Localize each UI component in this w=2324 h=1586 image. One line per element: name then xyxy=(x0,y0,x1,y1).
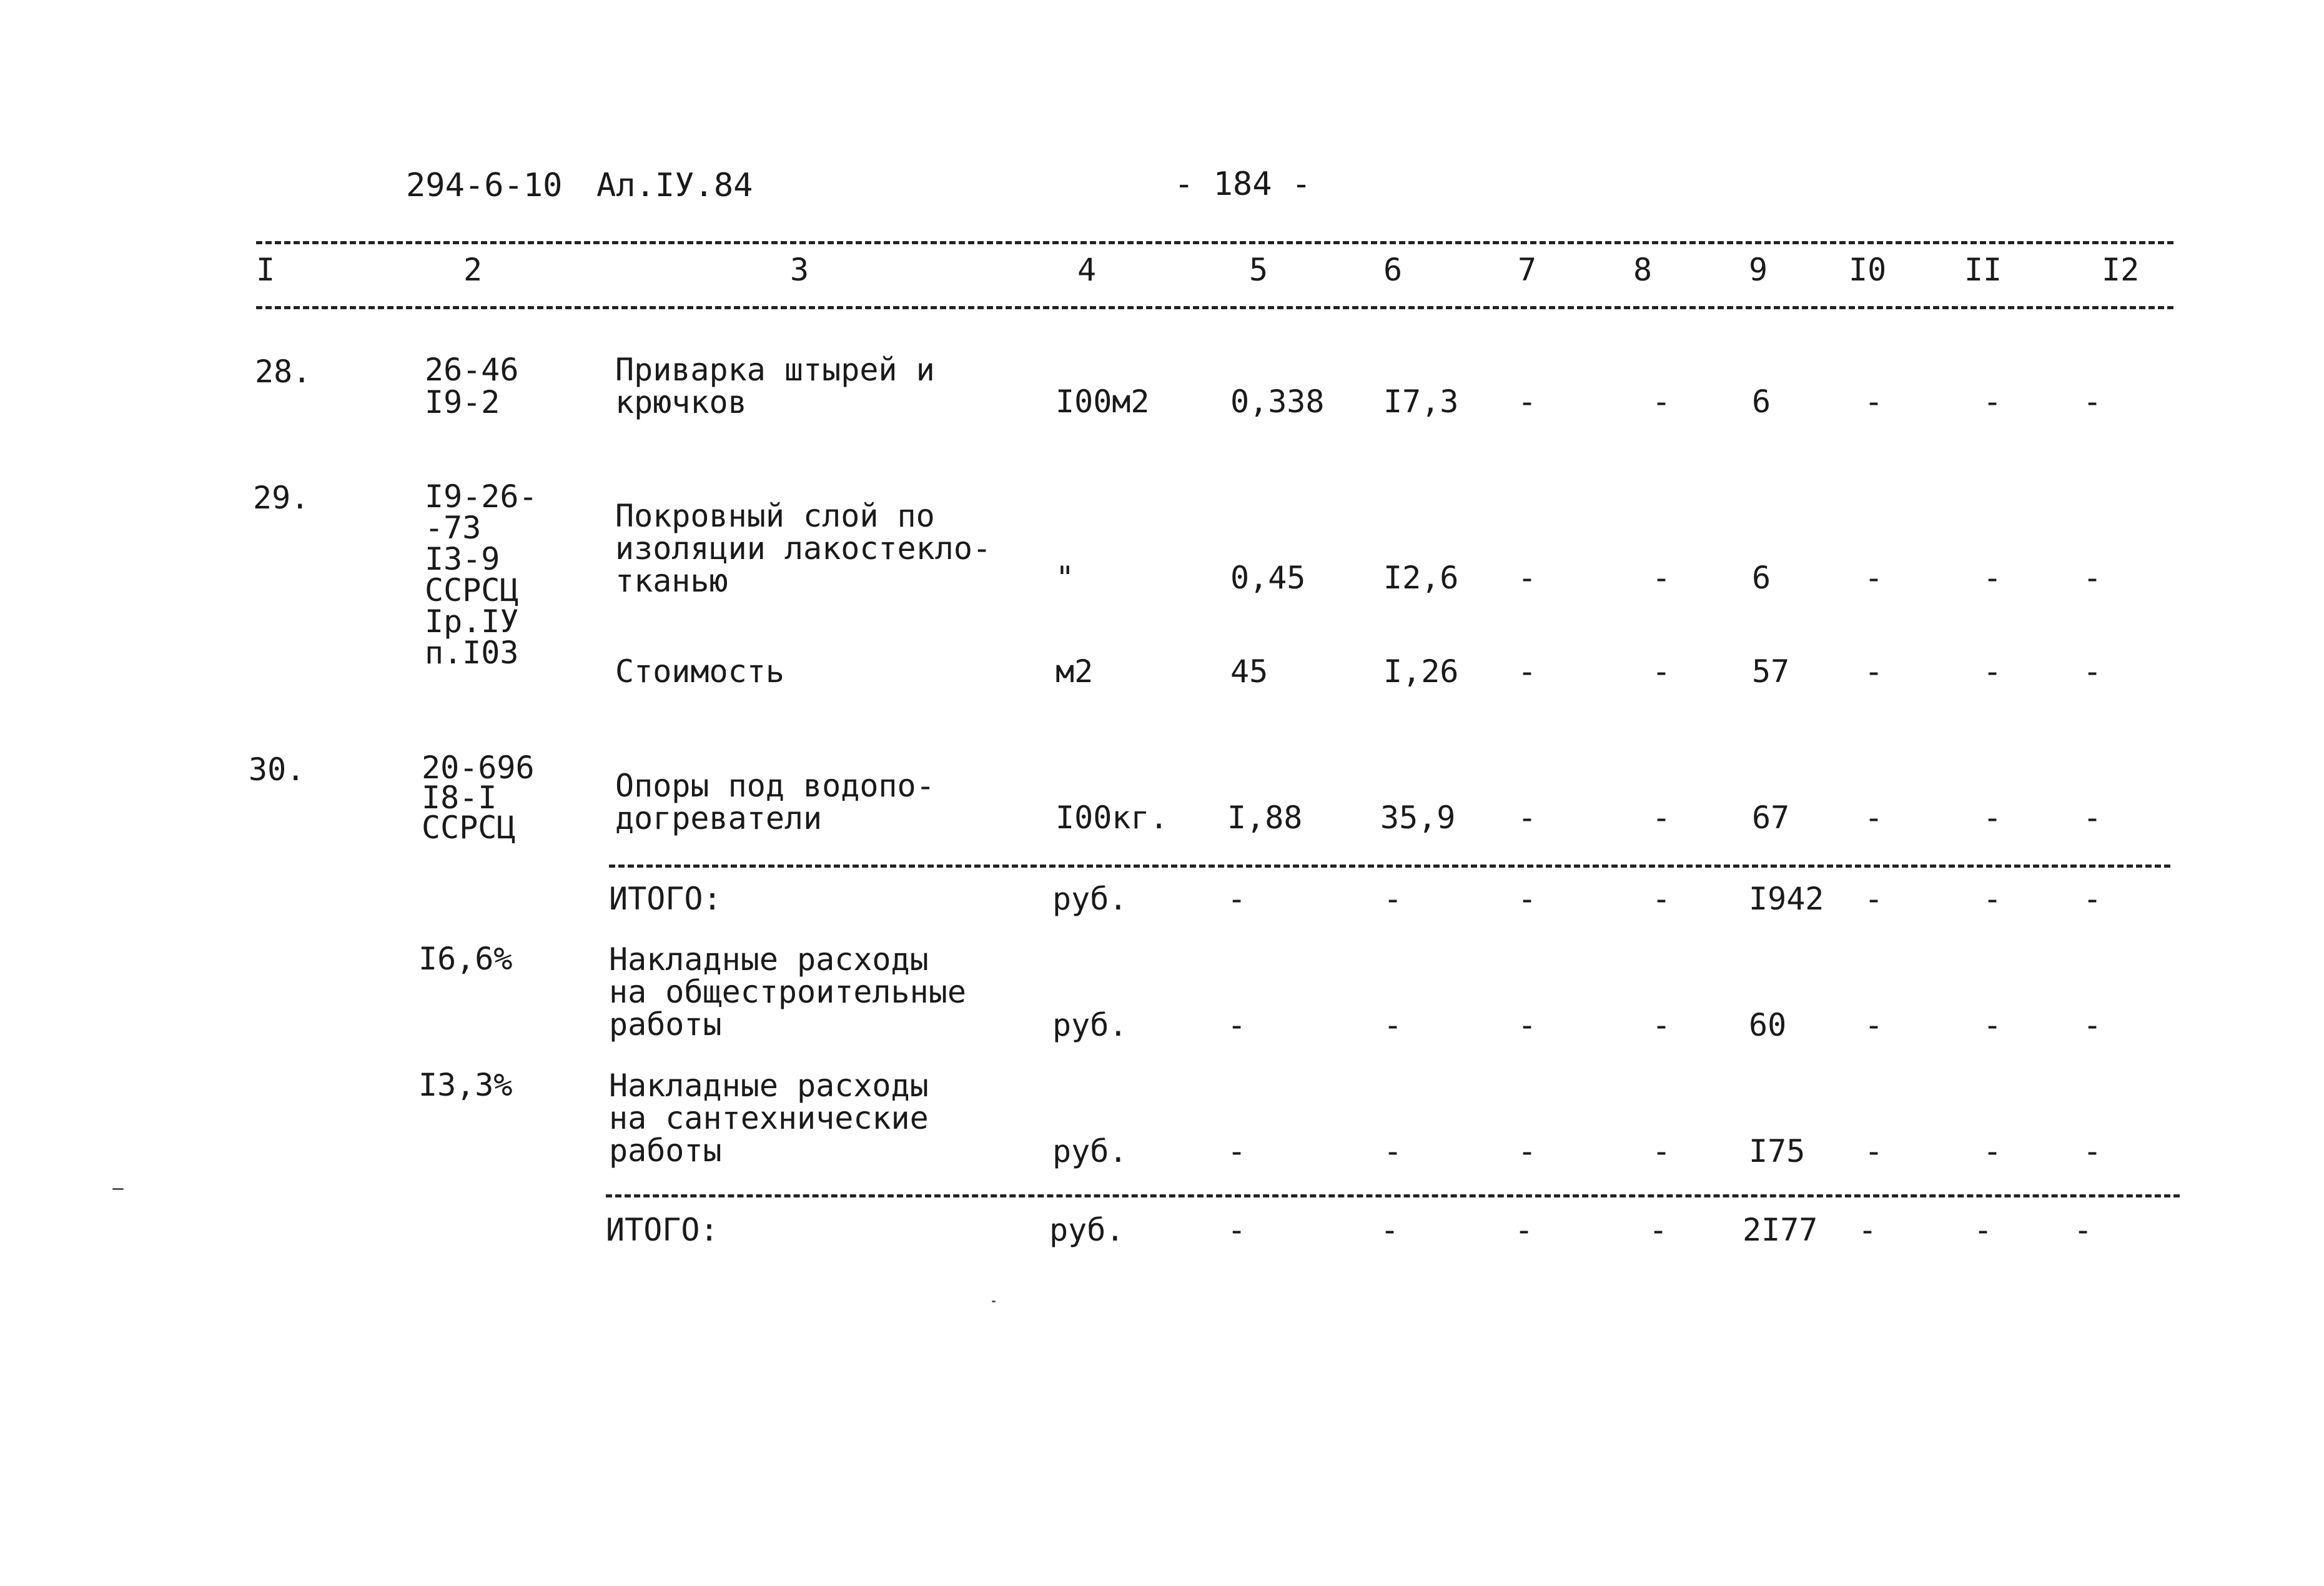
col-7: - xyxy=(1515,1212,1534,1248)
overhead-name: Накладные расходы на сантехнические работы xyxy=(609,1068,929,1169)
overhead-name: Накладные расходы на общестроительные работы xyxy=(609,941,966,1043)
col-11: - xyxy=(1983,1007,2002,1043)
col-11: - xyxy=(1983,800,2002,836)
header-bottom-rule xyxy=(256,306,2173,309)
cost: 6 xyxy=(1752,384,1771,420)
row-number: 29. xyxy=(253,480,310,516)
work-name: Покровный слой по изоляции лакостекло- тканью xyxy=(615,498,992,599)
column-header-10: I0 xyxy=(1849,252,1887,288)
col-8: - xyxy=(1652,881,1671,917)
column-header-11: II xyxy=(1964,252,2002,288)
total-cost: 2I77 xyxy=(1743,1212,1818,1248)
col-10: - xyxy=(1864,1133,1884,1169)
col-6: - xyxy=(1383,881,1403,917)
header-top-rule xyxy=(256,241,2173,244)
unit: м2 xyxy=(1056,653,1094,690)
col-11: - xyxy=(1983,384,2002,420)
col-12: - xyxy=(2083,881,2102,917)
overhead-cost: 60 xyxy=(1749,1007,1787,1043)
col-8: - xyxy=(1652,800,1671,836)
col-6: - xyxy=(1380,1212,1400,1248)
work-name: Приварка штырей и крючков xyxy=(615,352,935,420)
unit-price: I2,6 xyxy=(1383,560,1459,596)
column-header-9: 9 xyxy=(1749,252,1768,288)
subtotal-rule xyxy=(609,865,2170,868)
col-10: - xyxy=(1864,1007,1884,1043)
document-code: 294-6-10 xyxy=(406,167,563,204)
col-7: - xyxy=(1518,1007,1537,1043)
column-header-6: 6 xyxy=(1383,252,1403,288)
col-10: - xyxy=(1864,560,1884,596)
unit: I00кг. xyxy=(1056,800,1169,836)
cost: 57 xyxy=(1752,653,1790,690)
row-number: 30. xyxy=(249,751,305,788)
col-5: - xyxy=(1227,1007,1247,1043)
unit: " xyxy=(1056,560,1075,596)
col-10: - xyxy=(1864,881,1884,917)
col-7: - xyxy=(1518,881,1537,917)
column-header-1: I xyxy=(256,252,275,288)
quantity: 45 xyxy=(1230,653,1268,690)
column-header-3: 3 xyxy=(790,252,809,288)
col-7: - xyxy=(1518,1133,1537,1169)
total-rule xyxy=(606,1194,2180,1197)
unit-price: I7,3 xyxy=(1383,384,1459,420)
total-label: ИТОГО: xyxy=(606,1212,719,1248)
col-12: - xyxy=(2083,560,2102,596)
column-header-5: 5 xyxy=(1249,252,1268,288)
col-11: - xyxy=(1983,881,2002,917)
unit: руб. xyxy=(1052,881,1128,917)
col-10: - xyxy=(1864,384,1884,420)
scan-mark xyxy=(992,1301,996,1302)
cost: 67 xyxy=(1752,800,1790,836)
quantity: 0,45 xyxy=(1230,560,1306,596)
col-8: - xyxy=(1652,1133,1671,1169)
unit-price: 35,9 xyxy=(1380,800,1456,836)
work-name: Опоры под водопо- догреватели xyxy=(615,768,935,836)
norm-code: 26-46 I9-2 xyxy=(425,352,519,420)
page-number: - 184 - xyxy=(1174,166,1312,203)
col-5: - xyxy=(1227,1133,1247,1169)
col-5: - xyxy=(1227,1212,1247,1248)
work-name: Стоимость xyxy=(615,653,784,690)
norm-code: I9-26- -73 I3-9 ССРСЦ Iр.IУ п.I03 xyxy=(425,478,538,671)
overhead-cost: I75 xyxy=(1749,1133,1806,1169)
norm-code: 20-696 I8-I ССРСЦ xyxy=(422,750,535,846)
col-12: - xyxy=(2083,1133,2102,1169)
col-12: - xyxy=(2083,384,2102,420)
col-10: - xyxy=(1858,1212,1877,1248)
album-reference: Ал.IУ.84 xyxy=(596,167,753,204)
unit: руб. xyxy=(1052,1133,1128,1169)
column-header-8: 8 xyxy=(1633,252,1653,288)
col-8: - xyxy=(1652,1007,1671,1043)
subtotal-label: ИТОГО: xyxy=(609,881,722,917)
col-11: - xyxy=(1983,1133,2002,1169)
unit: руб. xyxy=(1052,1007,1128,1043)
col-10: - xyxy=(1864,800,1884,836)
col-7: - xyxy=(1518,653,1537,690)
overhead-rate: I6,6% xyxy=(418,941,513,977)
scan-mark xyxy=(112,1188,124,1190)
col-12: - xyxy=(2074,1212,2093,1248)
col-12: - xyxy=(2083,1007,2102,1043)
col-5: - xyxy=(1227,881,1247,917)
col-7: - xyxy=(1518,384,1537,420)
column-header-7: 7 xyxy=(1518,252,1537,288)
col-7: - xyxy=(1518,560,1537,596)
overhead-rate: I3,3% xyxy=(418,1067,513,1103)
quantity: 0,338 xyxy=(1230,384,1325,420)
col-11: - xyxy=(1983,653,2002,690)
row-number: 28. xyxy=(255,354,312,390)
col-12: - xyxy=(2083,653,2102,690)
column-header-2: 2 xyxy=(463,252,483,288)
quantity: I,88 xyxy=(1227,800,1303,836)
col-8: - xyxy=(1649,1212,1668,1248)
col-8: - xyxy=(1652,653,1671,690)
unit-price: I,26 xyxy=(1383,653,1459,690)
col-12: - xyxy=(2083,800,2102,836)
col-8: - xyxy=(1652,384,1671,420)
col-6: - xyxy=(1383,1133,1403,1169)
column-header-12: I2 xyxy=(2102,252,2140,288)
column-header-4: 4 xyxy=(1077,252,1097,288)
col-8: - xyxy=(1652,560,1671,596)
unit: руб. xyxy=(1049,1212,1125,1248)
unit: I00м2 xyxy=(1056,384,1150,420)
col-11: - xyxy=(1983,560,2002,596)
subtotal-cost: I942 xyxy=(1749,881,1824,917)
col-11: - xyxy=(1974,1212,1993,1248)
col-6: - xyxy=(1383,1007,1403,1043)
col-10: - xyxy=(1864,653,1884,690)
cost: 6 xyxy=(1752,560,1771,596)
col-7: - xyxy=(1518,800,1537,836)
